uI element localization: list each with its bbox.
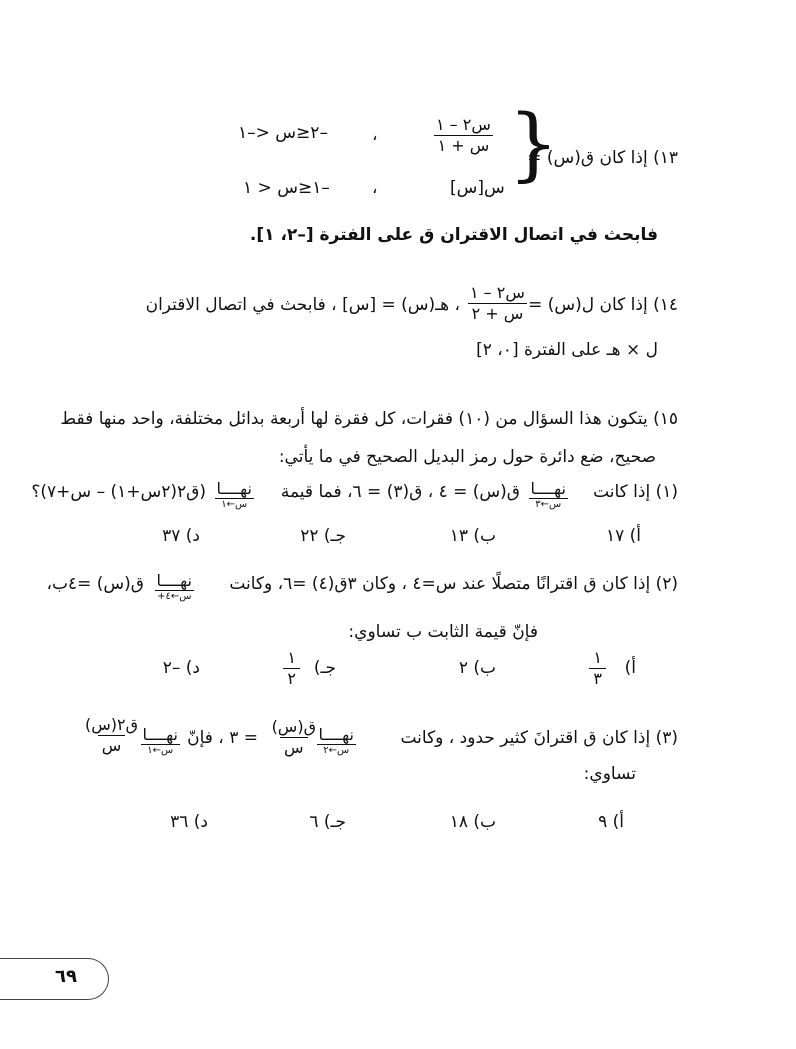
- q13-piece1-condition: –٢≤س <–١: [238, 123, 328, 143]
- item3-fraction2-numerator: ق٢(س): [84, 715, 138, 734]
- item3-option-b[interactable]: ب) ١٨: [449, 812, 496, 832]
- item1-part-b: ق(س) = ٤ ، ق(٣) = ٦، فما قيمة: [280, 482, 520, 502]
- q14-numerator: س٢ – ١: [470, 283, 525, 302]
- q13-piece1-fraction: [432, 115, 495, 156]
- q13-piece1-denominator: س + ١: [434, 135, 494, 156]
- item1-limit: [529, 480, 568, 511]
- piecewise-brace-icon: {: [508, 97, 559, 190]
- item2-limit-sub: س←٤+: [157, 591, 192, 602]
- item1-part-a: (١) إذا كانت: [593, 482, 678, 502]
- item3-limit-word: نهــــا: [318, 725, 354, 744]
- q13-piece2-expression: س[س]: [450, 178, 505, 198]
- page-number: ٦٩: [55, 966, 77, 987]
- item2-option-c-numerator: ١: [287, 648, 296, 667]
- item2-option-a-denominator: ٣: [589, 668, 606, 689]
- item3-option-d[interactable]: د) ٣٦: [170, 812, 208, 832]
- item1-limit-2: [215, 480, 254, 511]
- item3-option-a[interactable]: أ) ٩: [598, 812, 624, 832]
- item2-option-d[interactable]: د) –٢: [162, 658, 200, 678]
- q15-intro-line2: صحيح، ضع دائرة حول رمز البديل الصحيح في ما يأتي:: [278, 447, 656, 467]
- item2-line2: فإنّ قيمة الثابت ب تساوي:: [348, 622, 538, 642]
- q15-intro-line1: ١٥) يتكون هذا السؤال من (١٠) فقرات، كل فقرة لها أربعة بدائل مختلفة، واحد منها فقط: [60, 409, 678, 429]
- item1-option-d[interactable]: د) ٣٧: [162, 526, 200, 546]
- item2-limit: [155, 572, 194, 603]
- item2-option-c[interactable]: جـ): [313, 658, 336, 678]
- item1-option-a[interactable]: أ) ١٧: [605, 526, 641, 546]
- item2-option-c-denominator: ٢: [283, 668, 300, 689]
- item3-line2: تساوي:: [583, 764, 636, 784]
- item1-limit2-word: نهــــا: [216, 479, 252, 498]
- item1-part-c: (ق٢(٢س+١) – س+٧)؟: [31, 482, 206, 502]
- item1-option-c[interactable]: جـ) ٢٢: [300, 526, 346, 546]
- item3-limit-sub: س←٢: [323, 745, 350, 756]
- item1-limit2-sub: س←١: [221, 499, 248, 510]
- q13-piece2-comma: ،: [372, 178, 378, 198]
- item3-limit2-word: نهــــا: [142, 725, 178, 744]
- q14-label: ١٤) إذا كان ل(س) =: [528, 295, 678, 315]
- item3-fraction2-denominator: س: [98, 735, 126, 756]
- item2-option-c-fraction: [283, 648, 300, 689]
- item1-limit-sub: س←٣: [535, 499, 562, 510]
- q14-denominator: س + ٢: [468, 303, 528, 324]
- q13-piece1-numerator: س٢ – ١: [436, 115, 491, 134]
- q13-piece2-condition: –١≤س < ١: [243, 178, 330, 198]
- item3-limit: [317, 726, 356, 757]
- item2-option-b[interactable]: ب) ٢: [458, 658, 496, 678]
- item2-option-a[interactable]: أ): [624, 658, 636, 678]
- item2-limit-word: نهــــا: [156, 571, 192, 590]
- item1-limit-word: نهــــا: [530, 479, 566, 498]
- q14-line2: ل × هـ على الفترة [٠، ٢]: [476, 340, 658, 360]
- q14-rest: ، هـ(س) = [س] ، فابحث في اتصال الاقتران: [145, 295, 460, 315]
- item1-option-b[interactable]: ب) ١٣: [449, 526, 496, 546]
- q13-label: ١٣) إذا كان ق(س) =: [527, 148, 678, 168]
- item3-limit-2: [141, 726, 180, 757]
- q14-fraction: [466, 283, 529, 324]
- q13-instruction: فابحث في اتصال الاقتران ق على الفترة [–٢، ١].: [249, 225, 658, 245]
- item3-option-c[interactable]: جـ) ٦: [309, 812, 346, 832]
- item2-option-a-fraction: [589, 648, 606, 689]
- q13-piece1-comma: ،: [372, 125, 378, 145]
- item2-part-b: ق(س) =٤ب،: [46, 574, 144, 594]
- item2-option-a-numerator: ١: [593, 648, 602, 667]
- item3-fraction-2: [81, 715, 142, 756]
- item3-part-a: (٣) إذا كان ق اقترانَ كثير حدود ، وكانت: [400, 728, 678, 748]
- item3-fraction1-numerator: ق(س): [271, 717, 316, 736]
- item3-fraction-1: [268, 717, 320, 758]
- item2-part-a: (٢) إذا كان ق اقترانًا متصلًا عند س=٤ ، وكان ٣ق(٤) =٦، وكانت: [229, 574, 678, 594]
- item3-limit2-sub: س←١: [147, 745, 174, 756]
- item3-fraction1-denominator: س: [280, 737, 308, 758]
- item3-part-b: = ٣ ، فإنّ: [187, 728, 258, 748]
